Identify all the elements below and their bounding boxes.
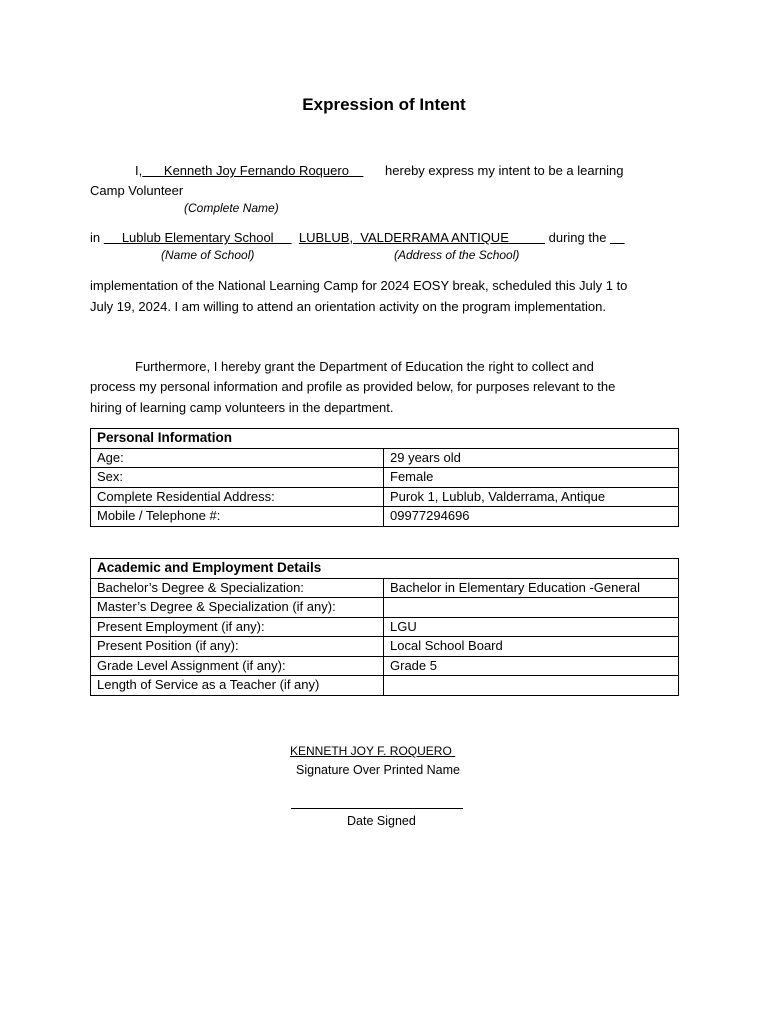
camp-volunteer-text: Camp Volunteer (90, 183, 184, 198)
date-signed-line (291, 808, 463, 809)
row-value: LGU (384, 617, 679, 637)
date-signed-caption: Date Signed (347, 814, 416, 828)
row-label: Present Position (if any): (91, 637, 384, 657)
table-row (91, 598, 679, 618)
row-value: Purok 1, Lublub, Valderrama, Antique (384, 487, 679, 507)
school-address-caption: (Address of the School) (394, 248, 520, 262)
row-value: Grade 5 (384, 656, 679, 676)
in-prefix: in (90, 230, 101, 245)
row-label: Bachelor’s Degree & Specialization: (91, 578, 384, 598)
table-row (91, 468, 679, 488)
complete-name: Kenneth Joy Fernando Roquero (163, 163, 349, 178)
row-value: 29 years old (384, 448, 679, 468)
table-header-row (91, 559, 679, 579)
row-label: Mobile / Telephone #: (91, 507, 384, 527)
signature-caption: Signature Over Printed Name (296, 763, 460, 777)
table-row (91, 676, 679, 696)
printed-name-text: KENNETH JOY F. ROQUERO (290, 744, 452, 758)
implementation-line: implementation of the National Learning Camp for 2024 EOSY break, scheduled this July 1 to (90, 278, 628, 293)
intro-line (135, 161, 624, 181)
school-address-blank (299, 230, 545, 245)
consent-line-2: process my personal information and profile as provided below, for purposes relevant to the (90, 379, 616, 394)
personal-info-table (90, 428, 679, 527)
row-label: Present Employment (if any): (91, 617, 384, 637)
row-value (384, 598, 679, 618)
table-row (91, 578, 679, 598)
school-name: Lublub Elementary School (121, 230, 274, 245)
school-line (90, 228, 625, 248)
consent-line-3: hiring of learning camp volunteers in the department. (90, 400, 394, 415)
trailing-blank (610, 230, 624, 245)
document-title: Expression of Intent (302, 95, 466, 114)
table-header-row (91, 429, 679, 449)
row-label: Age: (91, 448, 384, 468)
table-row (91, 487, 679, 507)
row-value: 09977294696 (384, 507, 679, 527)
school-name-caption: (Name of School) (161, 248, 255, 262)
table-row (91, 656, 679, 676)
academic-employment-table (90, 558, 679, 696)
complete-name-caption: (Complete Name) (184, 201, 279, 215)
row-value: Bachelor in Elementary Education -General (384, 578, 679, 598)
during-text: during the (548, 230, 607, 245)
consent-line-1: Furthermore, I hereby grant the Department of Education the right to collect and (135, 359, 594, 374)
orientation-line: July 19, 2024. I am willing to attend an orientation activity on the program implementation. (90, 299, 606, 314)
printed-name (290, 744, 455, 758)
personal-info-heading: Personal Information (91, 429, 679, 449)
row-value (384, 676, 679, 696)
row-value: Local School Board (384, 637, 679, 657)
table-row (91, 637, 679, 657)
intro-prefix: I, (135, 163, 143, 178)
table-row (91, 448, 679, 468)
intent-text: hereby express my intent to be a learning (385, 163, 624, 178)
school-name-blank (104, 230, 292, 245)
school-address: LUBLUB, VALDERRAMA ANTIQUE (298, 230, 509, 245)
row-label: Complete Residential Address: (91, 487, 384, 507)
table-row (91, 507, 679, 527)
table-row (91, 617, 679, 637)
row-label: Master’s Degree & Specialization (if any): (91, 598, 384, 618)
row-label: Grade Level Assignment (if any): (91, 656, 384, 676)
row-label: Sex: (91, 468, 384, 488)
academic-heading: Academic and Employment Details (91, 559, 679, 579)
complete-name-blank (142, 163, 363, 178)
row-label: Length of Service as a Teacher (if any) (91, 676, 384, 696)
row-value: Female (384, 468, 679, 488)
